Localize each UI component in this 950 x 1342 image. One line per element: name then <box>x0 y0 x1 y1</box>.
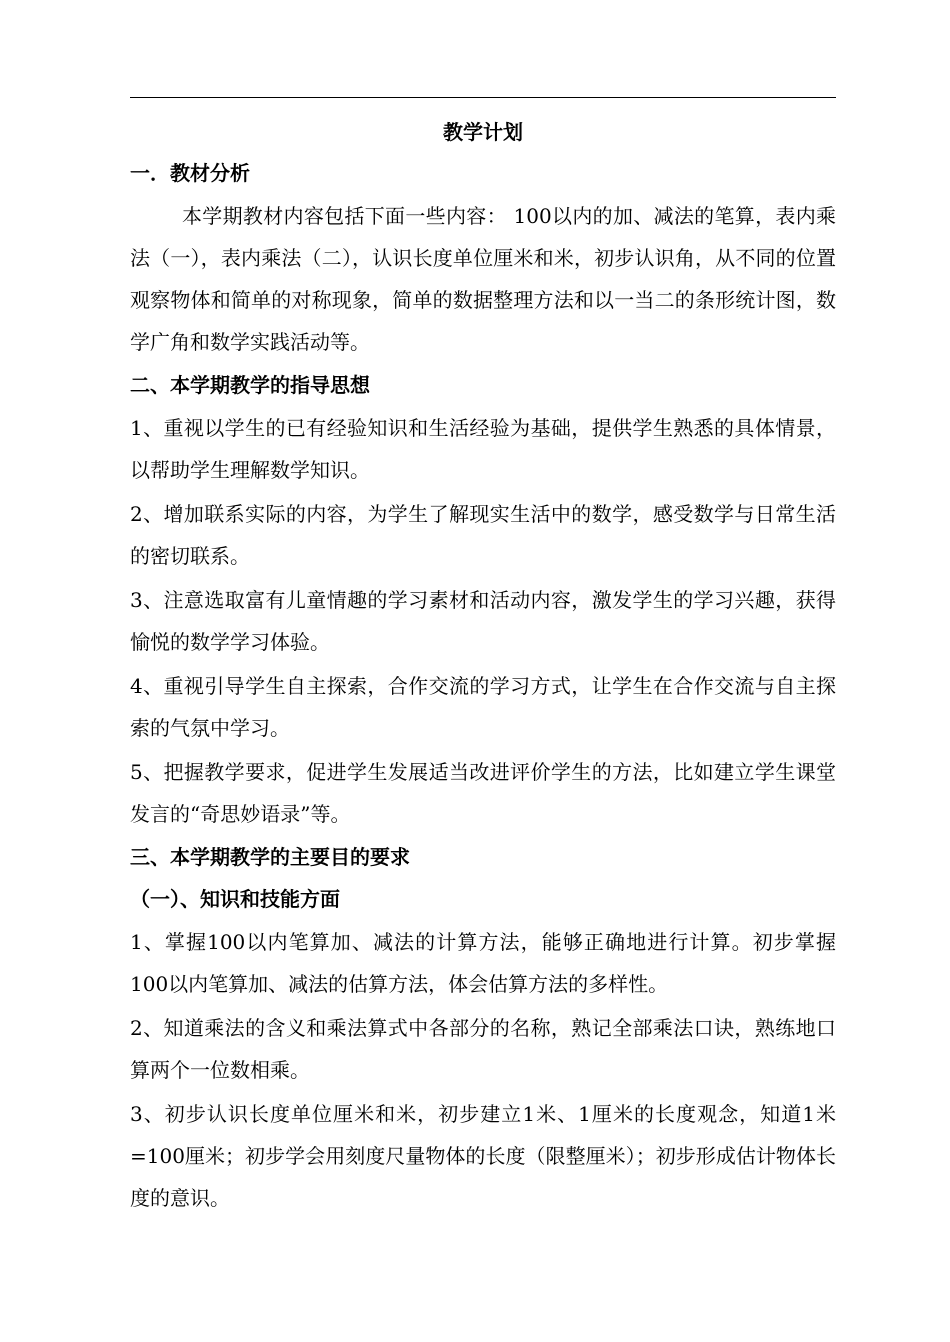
section-heading-guiding-ideas: 二、本学期教学的指导思想 <box>130 373 370 397</box>
guiding-idea-item: 5、把握教学要求，促进学生发展适当改进评价学生的方法，比如建立学生课堂发言的“奇思妙语录”等。 <box>130 760 836 826</box>
section-heading-textbook-analysis: 一．教材分析 <box>130 161 250 185</box>
document-title: 教学计划 <box>443 120 523 144</box>
guiding-idea-item: 4、重视引导学生自主探索，合作交流的学习方式，让学生在合作交流与自主探索的气氛中学习。 <box>130 674 836 740</box>
guiding-idea-item: 3、注意选取富有儿童情趣的学习素材和活动内容，激发学生的学习兴趣，获得愉悦的数学学习体验。 <box>130 588 836 654</box>
subsection-heading-knowledge-skills: （一）、知识和技能方面 <box>130 887 340 911</box>
section-heading-main-goals: 三、本学期教学的主要目的要求 <box>130 845 410 869</box>
guiding-idea-item: 2、增加联系实际的内容，为学生了解现实生活中的数学，感受数学与日常生活的密切联系。 <box>130 502 836 568</box>
textbook-analysis-paragraph: 本学期教材内容包括下面一些内容： 100以内的加、减法的笔算，表内乘法（一），表内乘法（二），认识长度单位厘米和米，初步认识角，从不同的位置观察物体和简单的对称现象，简单的数据整理方法和以一当二的条形统计图，数学广角和数学实践活动等。 <box>130 204 836 354</box>
guiding-idea-item: 1、重视以学生的已有经验知识和生活经验为基础，提供学生熟悉的具体情景，以帮助学生理解数学知识。 <box>130 416 836 482</box>
knowledge-skill-item: 1、掌握100以内笔算加、减法的计算方法，能够正确地进行计算。初步掌握100以内笔算加、减法的估算方法，体会估算方法的多样性。 <box>130 930 836 996</box>
document-body <box>130 113 836 1221</box>
knowledge-skill-item: 3、初步认识长度单位厘米和米，初步建立1米、1厘米的长度观念，知道1米=100厘米；初步学会用刻度尺量物体的长度（限整厘米）；初步形成估计物体长度的意识。 <box>130 1102 836 1210</box>
knowledge-skill-item: 2、知道乘法的含义和乘法算式中各部分的名称，熟记全部乘法口诀，熟练地口算两个一位数相乘。 <box>130 1016 836 1082</box>
header-rule <box>130 97 836 98</box>
